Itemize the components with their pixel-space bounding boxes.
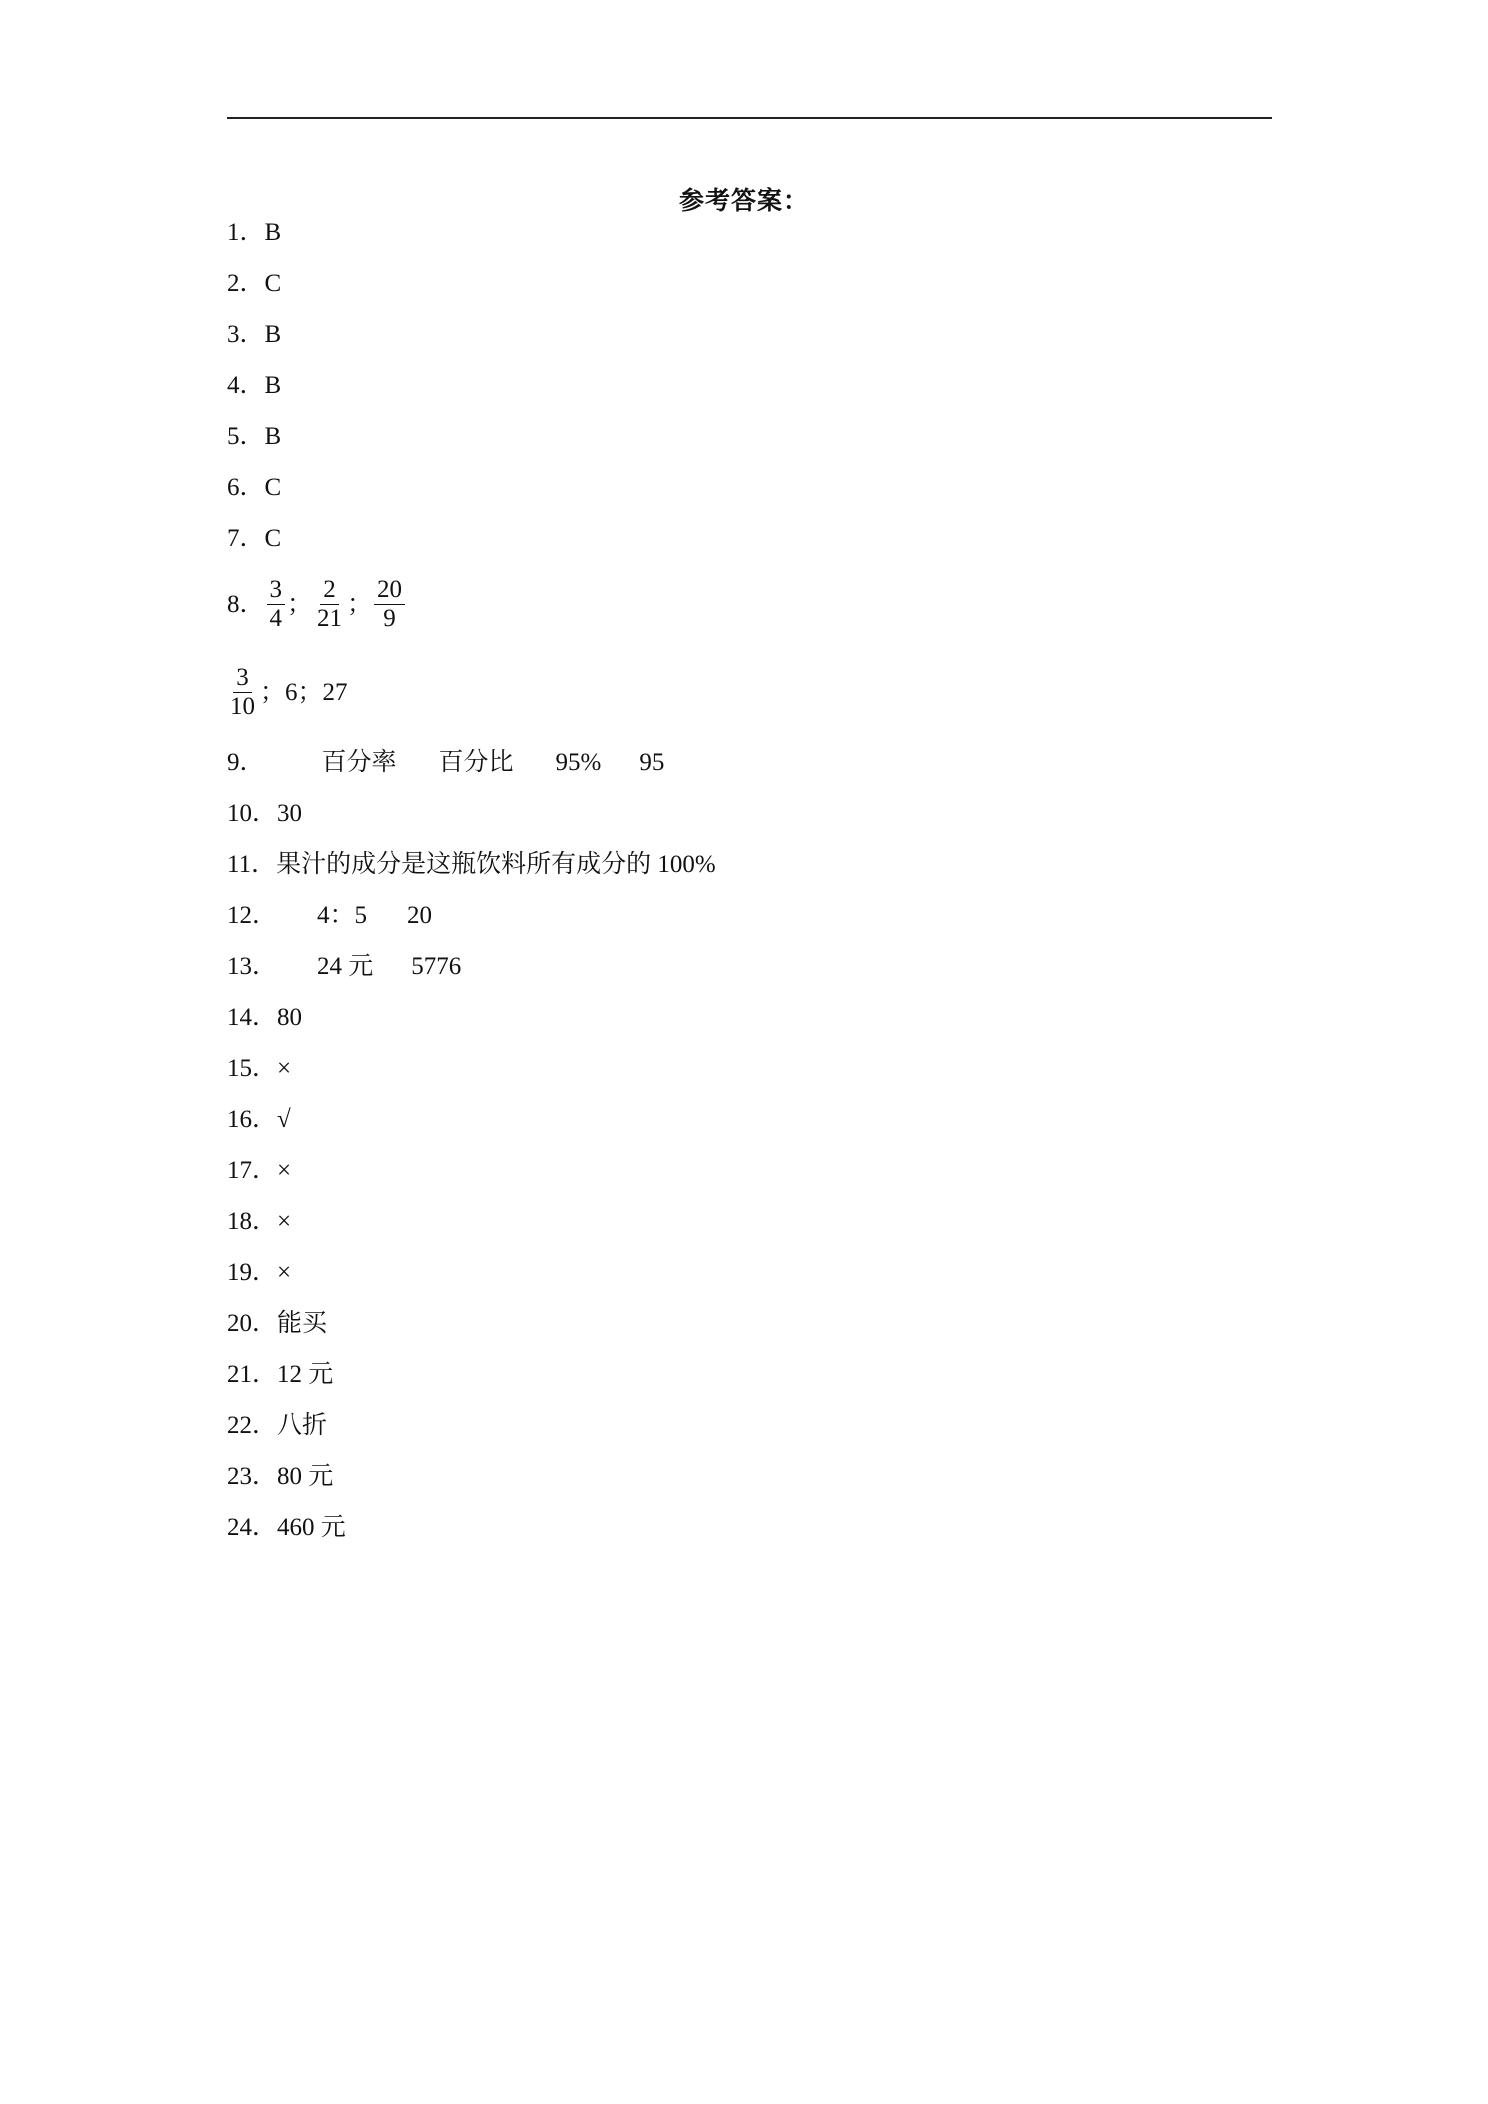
answer-10: 10． 30 <box>227 800 303 827</box>
answer-23: 23． 80 元 <box>227 1463 334 1490</box>
answer-18: 18． × <box>227 1208 292 1235</box>
header-rule <box>227 117 1272 119</box>
answer-5: 5． B <box>227 423 282 450</box>
answer-4: 4． B <box>227 372 282 399</box>
answer-17: 17． × <box>227 1157 292 1184</box>
answer-7: 7． C <box>227 525 282 552</box>
fraction: $\frac{3}{4}$ <box>267 576 286 633</box>
answer-24: 24． 460 元 <box>227 1514 346 1541</box>
answer-15: 15． × <box>227 1055 292 1082</box>
fraction: $\frac{20}{9}$ <box>374 576 405 633</box>
answer-20: 20． 能买 <box>227 1310 328 1337</box>
answer-11: 11． 果汁的成分是这瓶饮料所有成分的 100% <box>227 851 716 878</box>
answer-9: 9． 百分率 百分比 95% 95 <box>227 749 665 776</box>
answer-8-continued: $\frac{3}{10}$ ；6；27 <box>227 664 348 721</box>
answer-16: 16． √ <box>227 1106 291 1133</box>
answer-21: 21． 12 元 <box>227 1361 334 1388</box>
answer-1: 1． B <box>227 219 282 246</box>
answer-14: 14． 80 <box>227 1004 303 1031</box>
answer-12: 12． 4：5 20 <box>227 902 433 929</box>
answer-8: 8． $\frac{3}{4}$ ； $\frac{2}{21}$ ； $\frac{20}{9}$ <box>227 576 407 633</box>
fraction: $\frac{2}{21}$ <box>317 576 343 632</box>
answer-3: 3． B <box>227 321 282 348</box>
answer-13: 13． 24 元 5776 <box>227 953 462 980</box>
fraction: $\frac{3}{10}$ <box>230 664 255 720</box>
answer-2: 2． C <box>227 270 282 297</box>
answer-22: 22． 八折 <box>227 1412 328 1439</box>
answer-19: 19． × <box>227 1259 292 1286</box>
page-title: 参考答案： <box>678 188 809 215</box>
answer-6: 6． C <box>227 474 282 501</box>
